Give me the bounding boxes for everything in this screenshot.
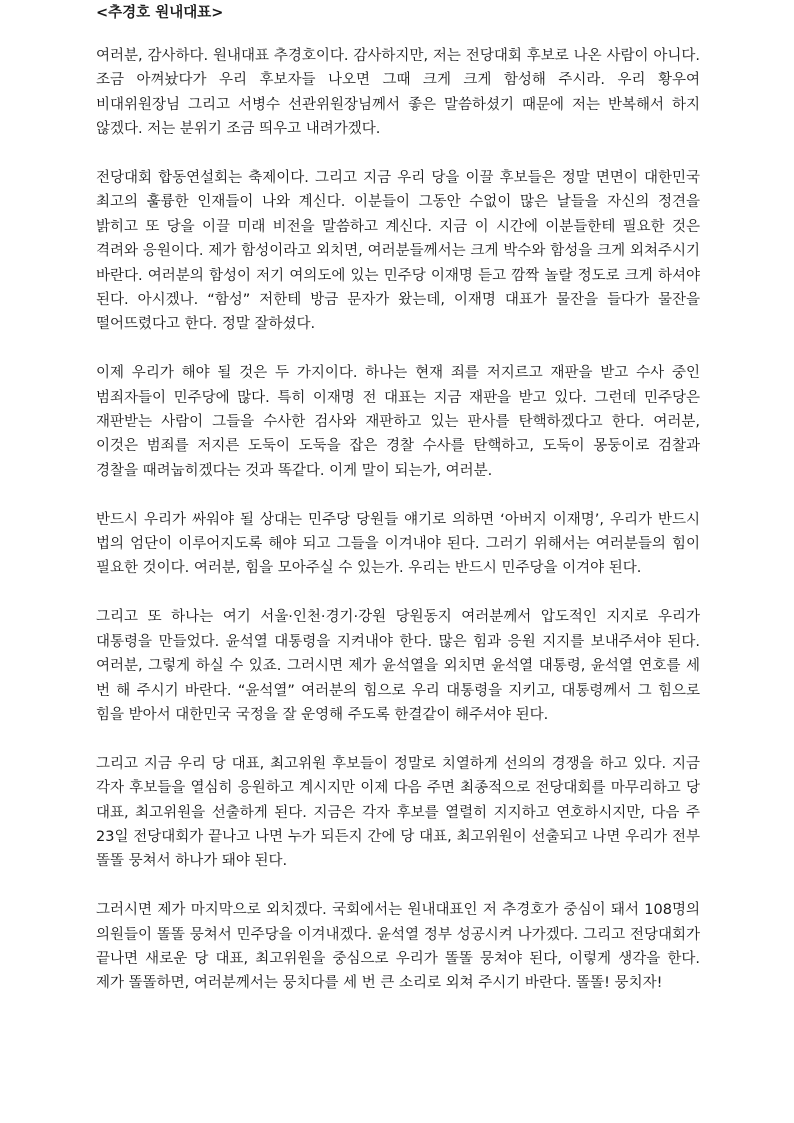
paragraph-4: 반드시 우리가 싸워야 될 상대는 민주당 당원들 얘기로 의하면 ‘아버지 이재명’, 우리가 반드시 법의 엄단이 이루어지도록 해야 되고 그들을 이겨내야 된다. 그러기 위해서는 여러분들의 힘이 필요한 것이다. 여러분, 힘을 모아주실 수 있는가. 우리는 반드시 민주당을 이겨야 된다.: [96, 511, 700, 577]
document-body: [96, 2, 700, 1020]
paragraph-3: 이제 우리가 해야 될 것은 두 가지이다. 하나는 현재 죄를 저지르고 재판을 받고 수사 중인 범죄자들이 민주당에 많다. 특히 이재명 전 대표는 지금 재판을 받고 있다. 그런데 민주당은 재판받는 사람이 그들을 수사한 검사와 재판하고 있는 판사를 탄핵하겠다고 한다. 여러분, 이것은 범죄를 저지른 도둑이 도둑을 잡은 경찰 수사를 탄핵하고, 도둑이 몽둥이로 검찰과 경찰을 때려눕히겠다는 것과 똑같다. 이게 말이 되는가, 여러분.: [96, 365, 700, 479]
document-title: <추경호 원내대표>: [96, 5, 224, 21]
paragraph-2: 전당대회 합동연설회는 축제이다. 그리고 지금 우리 당을 이끌 후보들은 정말 면면이 대한민국 최고의 훌륭한 인재들이 나와 계신다. 이분들이 그동안 수없이 많은 날들을 자신의 정견을 밝히고 또 당을 이끌 미래 비전을 말씀하고 계신다. 지금 이 시간에 이분들한테 필요한 것은 격려와 응원이다. 제가 함성이라고 외치면, 여러분들께서는 크게 박수와 함성을 크게 외쳐주시기 바란다. 여러분의 함성이 저기 여의도에 있는 민주당 이재명 듣고 깜짝 놀랄 정도로 크게 하셔야 된다. 아시겠나. “함성” 저한테 방금 문자가 왔는데, 이재명 대표가 물잔을 들다가 물잔을 떨어뜨렸다고 한다. 정말 잘하셨다.: [96, 170, 700, 333]
paragraph-1: 여러분, 감사하다. 원내대표 추경호이다. 감사하지만, 저는 전당대회 후보로 나온 사람이 아니다. 조금 아껴놨다가 우리 후보자들 나오면 그때 크게 크게 함성해 주시라. 우리 황우여 비대위원장님 그리고 서병수 선관위원장님께서 좋은 말씀하셨기 때문에 저는 반복해서 하지 않겠다. 저는 분위기 조금 띄우고 내려가겠다.: [96, 48, 700, 138]
paragraph-5: 그리고 또 하나는 여기 서울·인천·경기·강원 당원동지 여러분께서 압도적인 지지로 우리가 대통령을 만들었다. 윤석열 대통령을 지켜내야 한다. 많은 힘과 응원 지지를 보내주셔야 된다. 여러분, 그렇게 하실 수 있죠. 그러시면 제가 윤석열을 외치면 윤석열 대통령, 윤석열 연호를 세 번 해 주시기 바란다. “윤석열” 여러분의 힘으로 우리 대통령을 지키고, 대통령께서 그 힘으로 힘을 받아서 대한민국 국정을 잘 운영해 주도록 한결같이 해주셔야 된다.: [96, 609, 700, 723]
paragraph-6: 그리고 지금 우리 당 대표, 최고위원 후보들이 정말로 치열하게 선의의 경쟁을 하고 있다. 지금 각자 후보들을 열심히 응원하고 계시지만 이제 다음 주면 최종적으로 전당대회를 마무리하고 당 대표, 최고위원을 선출하게 된다. 지금은 각자 후보를 열렬히 지지하고 연호하시지만, 다음 주 23일 전당대회가 끝나고 나면 누가 되든지 간에 당 대표, 최고위원이 선출되고 나면 우리가 전부 똘똘 뭉쳐서 하나가 돼야 된다.: [96, 755, 700, 870]
paragraph-7: 그러시면 제가 마지막으로 외치겠다. 국회에서는 원내대표인 저 추경호가 중심이 돼서 108명의 의원들이 똘똘 뭉쳐서 민주당을 이겨내겠다. 윤석열 정부 성공시켜 나가겠다. 그리고 전당대회가 끝나면 새로운 당 대표, 최고위원을 중심으로 우리가 똘똘 뭉쳐야 된다, 이렇게 생각을 한다. 제가 똘똘하면, 여러분께서는 뭉치다를 세 번 큰 소리로 외쳐 주시기 바란다. 똘똘! 뭉치자!: [96, 902, 700, 992]
